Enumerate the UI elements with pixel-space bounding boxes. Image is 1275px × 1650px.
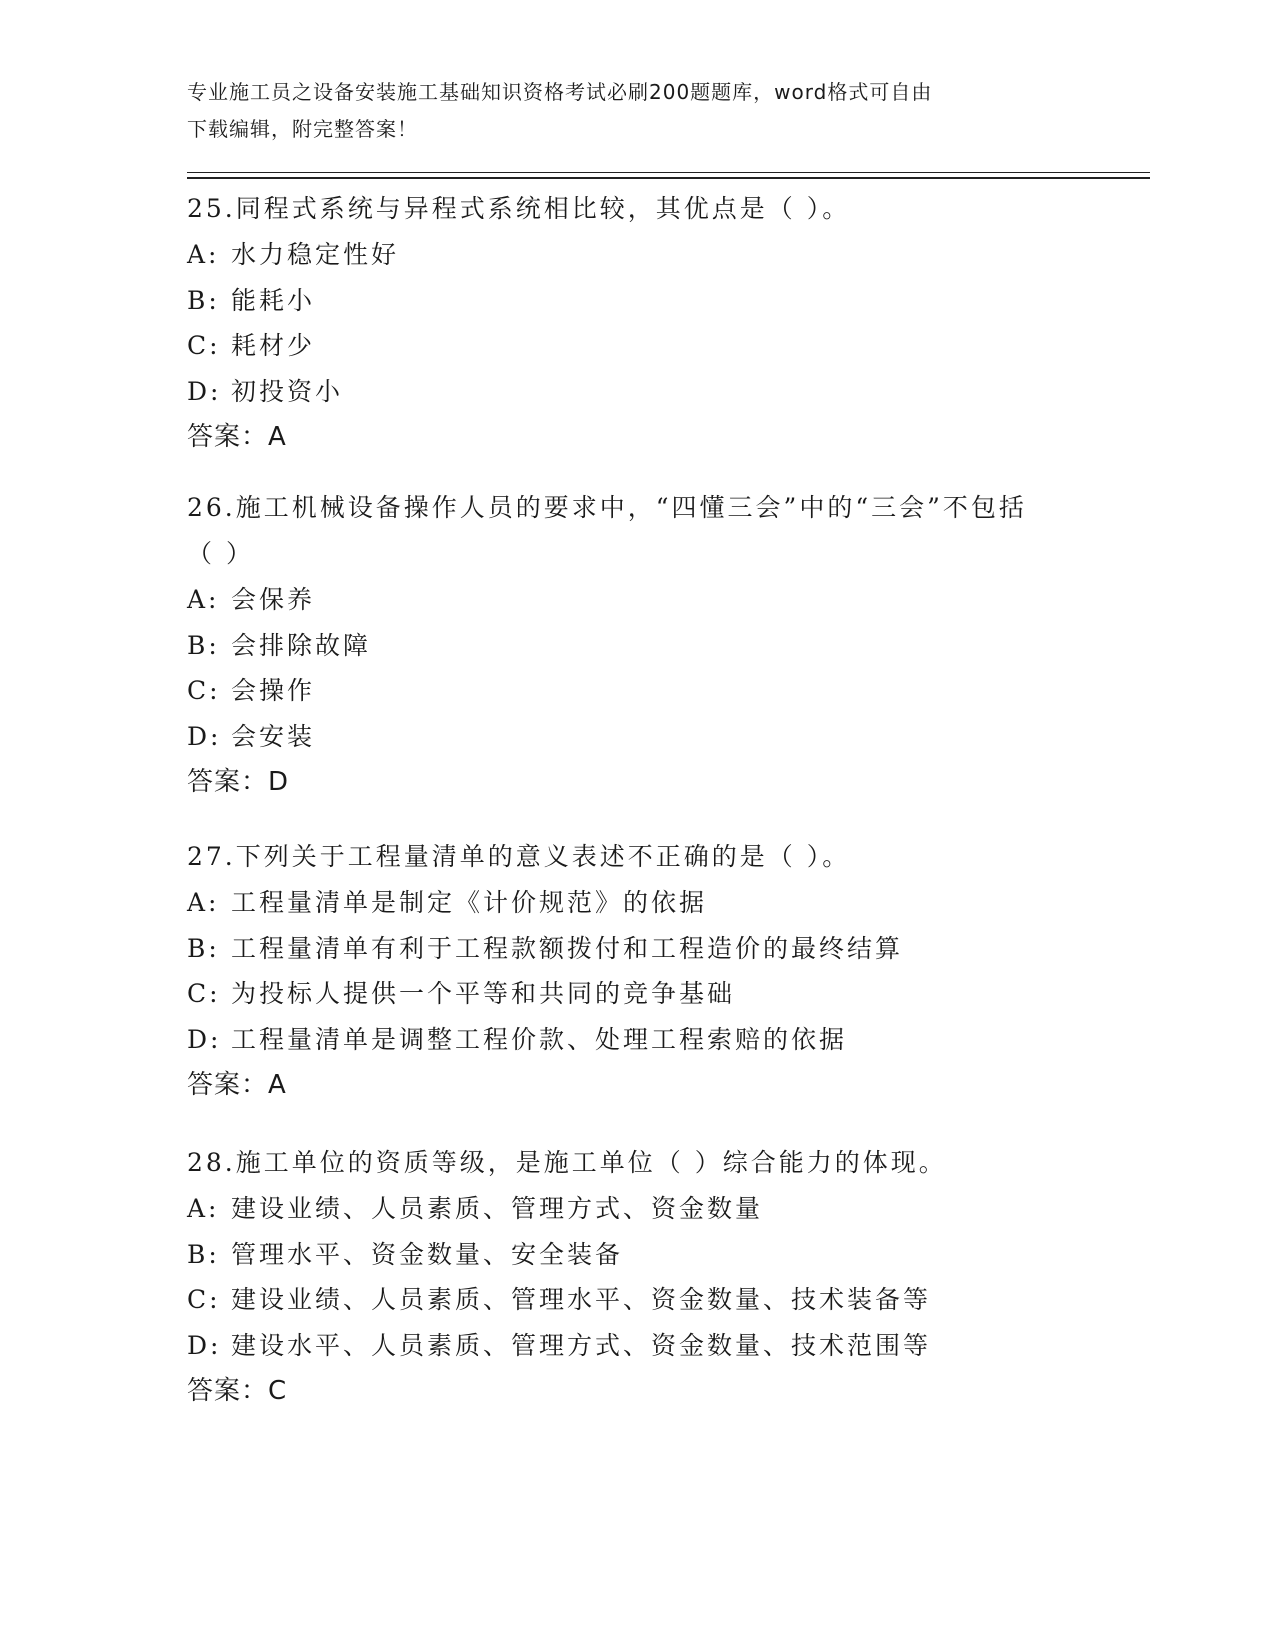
option-text: 建设水平、人员素质、管理方式、资金数量、技术范围等 [231, 1330, 932, 1360]
option-text: 工程量清单是制定《计价规范》的依据 [231, 888, 708, 917]
option-letter: B: [187, 285, 220, 315]
option-c [187, 1277, 1087, 1323]
option-a [187, 232, 1087, 278]
document-header [187, 74, 1087, 148]
question-block [187, 834, 1087, 1108]
header-line-2: 下载编辑，附完整答案！ [187, 117, 418, 141]
option-text: 耗材少 [231, 331, 316, 360]
answer-line: 答案：A [187, 1070, 287, 1100]
option-letter: B: [187, 933, 220, 963]
option-letter: B: [187, 1239, 220, 1269]
option-text: 会安装 [231, 721, 316, 751]
question-stem: 26.施工机械设备操作人员的要求中，“四懂三会”中的“三会”不包括（ ） [187, 493, 1027, 568]
option-c [187, 668, 1087, 714]
option-text: 能耗小 [231, 285, 316, 315]
option-text: 初投资小 [231, 376, 344, 406]
option-letter: D: [187, 1330, 222, 1360]
option-d [187, 714, 1087, 760]
option-d [187, 369, 1087, 415]
option-letter: C: [187, 979, 221, 1008]
question-stem: 25.同程式系统与异程式系统相比较，其优点是（ ）。 [187, 194, 851, 223]
option-letter: D: [187, 1024, 222, 1054]
question-block [187, 1140, 1087, 1414]
option-text: 为投标人提供一个平等和共同的竞争基础 [231, 979, 736, 1008]
option-letter: C: [187, 1285, 221, 1314]
answer-line: 答案：A [187, 422, 287, 452]
header-divider-thin [187, 172, 1150, 173]
option-a [187, 880, 1087, 926]
option-letter: A: [187, 888, 220, 917]
question-block [187, 485, 1087, 805]
option-d [187, 1017, 1087, 1063]
option-c [187, 323, 1087, 369]
option-a [187, 1186, 1087, 1232]
option-letter: D: [187, 376, 222, 406]
question-stem: 28.施工单位的资质等级，是施工单位（ ）综合能力的体现。 [187, 1148, 947, 1177]
question-stem: 27.下列关于工程量清单的意义表述不正确的是（ ）。 [187, 842, 851, 871]
option-letter: D: [187, 721, 222, 751]
option-c [187, 971, 1087, 1017]
option-text: 建设业绩、人员素质、管理水平、资金数量、技术装备等 [231, 1285, 932, 1314]
option-b [187, 623, 1087, 669]
option-text: 会保养 [231, 585, 316, 614]
option-d [187, 1323, 1087, 1369]
option-letter: A: [187, 240, 220, 269]
option-text: 工程量清单是调整工程价款、处理工程索赔的依据 [231, 1024, 848, 1054]
option-b [187, 926, 1087, 972]
option-text: 建设业绩、人员素质、管理方式、资金数量 [231, 1194, 764, 1223]
option-b [187, 1232, 1087, 1278]
option-a [187, 577, 1087, 623]
option-text: 会操作 [231, 676, 316, 705]
answer-line: 答案：C [187, 1376, 288, 1406]
option-text: 会排除故障 [231, 630, 372, 660]
option-b [187, 278, 1087, 324]
header-divider-thick [187, 177, 1150, 179]
option-letter: B: [187, 630, 220, 660]
answer-line: 答案：D [187, 767, 290, 797]
option-letter: C: [187, 331, 221, 360]
option-text: 水力稳定性好 [231, 240, 400, 269]
header-line-1: 专业施工员之设备安装施工基础知识资格考试必刷200题题库，word格式可自由 [187, 80, 933, 104]
question-block [187, 186, 1087, 460]
option-text: 管理水平、资金数量、安全装备 [231, 1239, 624, 1269]
option-letter: C: [187, 676, 221, 705]
option-letter: A: [187, 585, 220, 614]
option-letter: A: [187, 1194, 220, 1223]
option-text: 工程量清单有利于工程款额拨付和工程造价的最终结算 [231, 933, 904, 963]
